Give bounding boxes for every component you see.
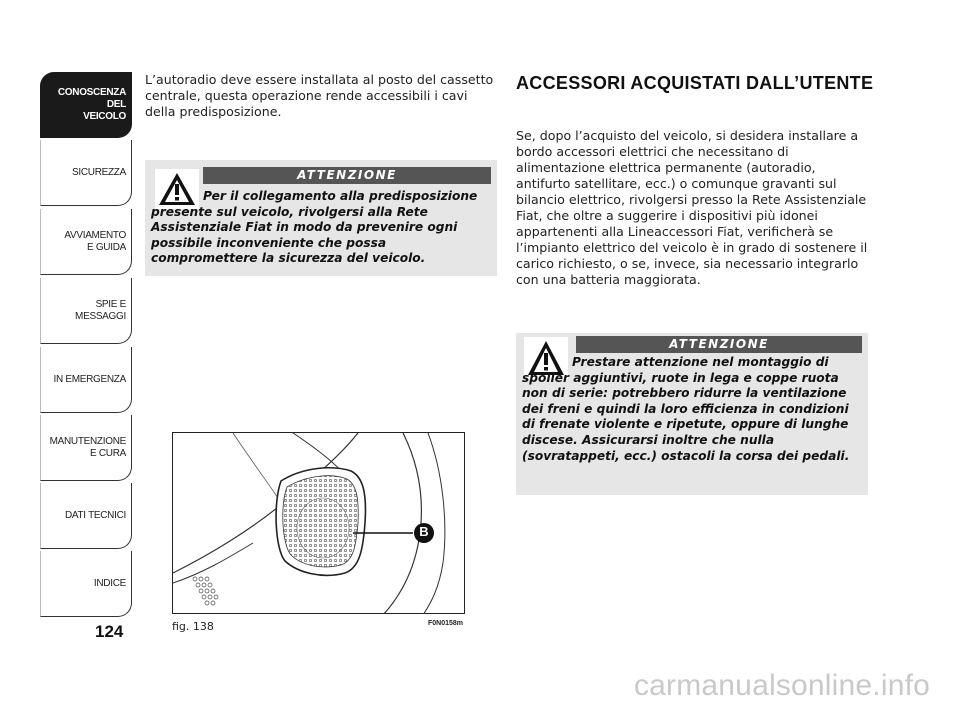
tab-in-emergenza[interactable]: IN EMERGENZA xyxy=(40,347,132,413)
tab-avviamento-e-guida[interactable]: AVVIAMENTO E GUIDA xyxy=(40,209,132,275)
figure-code: F0N0158m xyxy=(428,620,464,627)
page-number: 124 xyxy=(95,622,124,641)
section-title: ACCESSORI ACQUISTATI DALL’UTENTE xyxy=(516,73,874,93)
warning-text: Per il collegamento alla predisposizione presente sul veicolo, rivolgersi alla Rete Assistenziale Fiat in modo da prevenire ogni possibile inconveniente che possa compromettere la sicurezza del veicolo. xyxy=(151,189,478,266)
tab-conoscenza-del-veicolo[interactable]: CONOSCENZA DEL VEICOLO xyxy=(40,72,132,138)
tab-spie-e-messaggi[interactable]: SPIE E MESSAGGI xyxy=(40,278,132,344)
callout-label-b: B xyxy=(419,524,429,539)
warning-box-right xyxy=(516,333,868,495)
warning-text: Prestare attenzione nel montaggio di spoiler aggiuntivi, ruote in lega e coppe ruota non di serie: potrebbero ridurre la ventilazione dei freni e quindi la loro efficienza in condizioni di frenate violente e ripetute, oppure di lunghe discese. Assicurarsi inoltre che nulla (sovratappeti, ecc.) ostacoli la corsa dei pedali. xyxy=(522,355,850,463)
figure-138 xyxy=(172,432,465,614)
tab-sicurezza[interactable]: SICUREZZA xyxy=(40,140,132,206)
warning-title: ATTENZIONE xyxy=(203,167,491,184)
warning-box-left xyxy=(145,160,497,276)
tab-indice[interactable]: INDICE xyxy=(40,551,132,617)
tab-dati-tecnici[interactable]: DATI TECNICI xyxy=(40,483,132,549)
body-paragraph: Se, dopo l’acquisto del veicolo, si desidera installare a bordo accessori elettrici che necessitano di alimentazione elettrica permanente (autoradio, antifurto satellitare, ecc.) o comunque gravanti sul bilancio elettrico, rivolgersi presso la Rete Assistenziale Fiat, che oltre a suggerire i dispositivi più idonei appartenenti alla Lineaccessori Fiat, verificherà se l’impianto elettrico del veicolo è in grado di sostenere il carico richiesto, o se, invece, sia necessario integrarlo con una batteria maggiorata. xyxy=(516,128,868,287)
figure-caption: fig. 138 xyxy=(172,620,214,633)
tab-manutenzione-e-cura[interactable]: MANUTENZIONE E CURA xyxy=(40,415,132,481)
watermark: carmanualsonline.info xyxy=(633,669,930,702)
chapter-sidebar xyxy=(40,72,132,617)
intro-paragraph: L’autoradio deve essere installata al posto del cassetto centrale, questa operazione rende accessibili i cavi della predisposizione. xyxy=(145,72,494,119)
warning-title: ATTENZIONE xyxy=(576,336,862,353)
